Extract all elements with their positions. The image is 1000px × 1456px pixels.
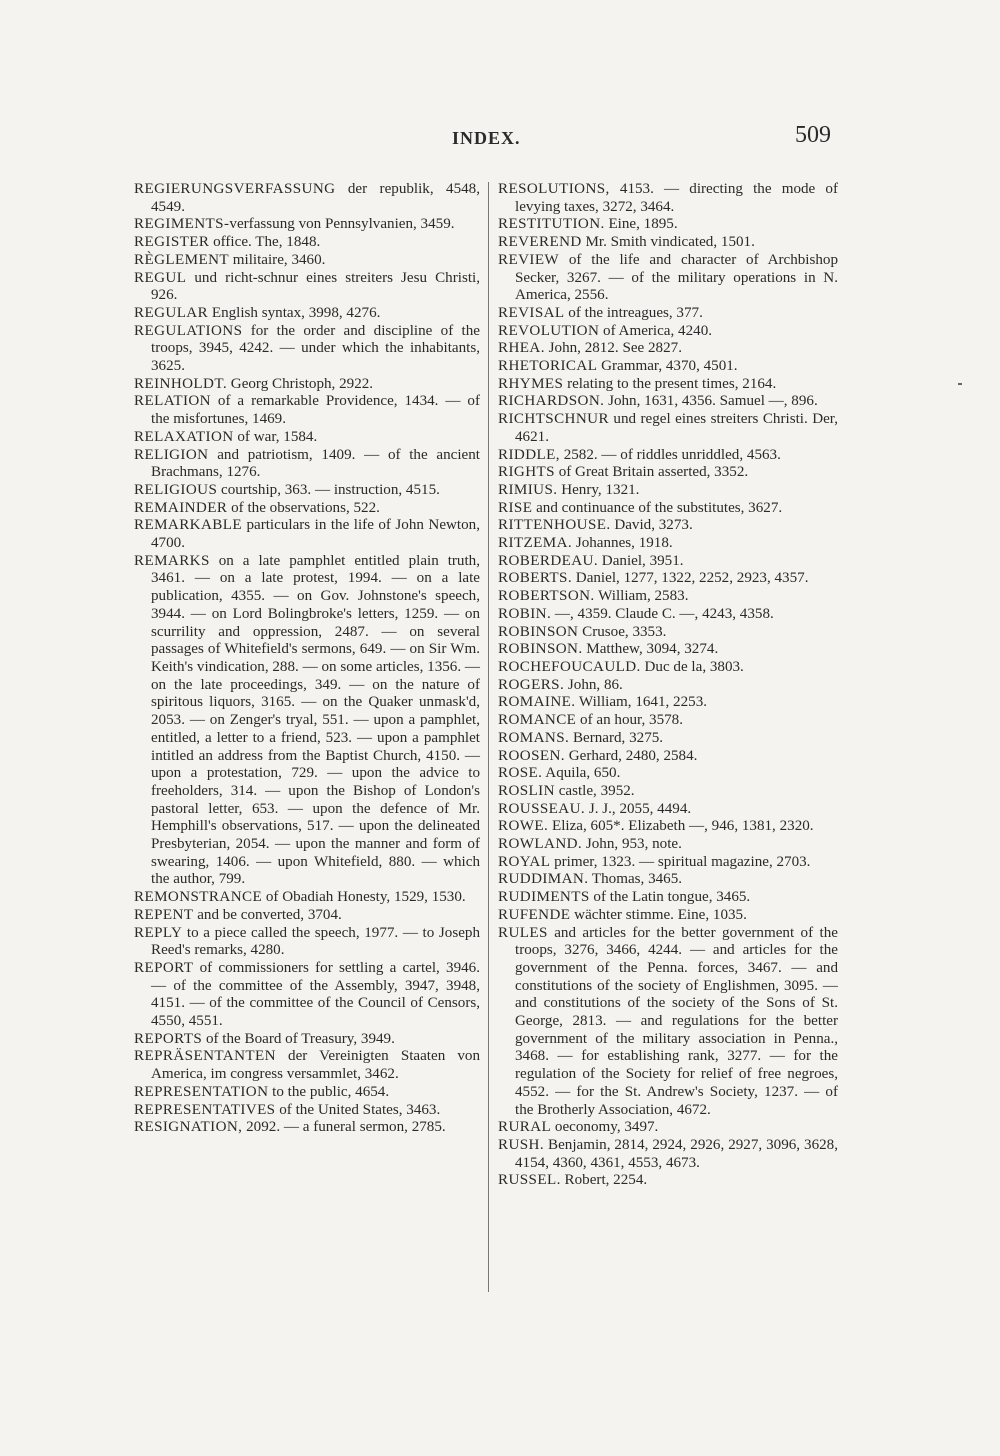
index-entry <box>498 216 838 234</box>
index-headword: REMARKABLE <box>134 517 242 534</box>
index-headword: REVIEW <box>498 251 560 268</box>
index-references: Thomas, 3465. <box>588 871 683 888</box>
index-headword: RITZEMA. <box>498 535 573 552</box>
index-headword: RIGHTS <box>498 464 555 481</box>
index-references: John, 2812. See 2827. <box>544 340 682 357</box>
index-references: of war, 1584. <box>233 428 318 445</box>
index-headword: ROCHEFOUCAULD. <box>498 658 641 675</box>
index-headword: REGISTER <box>134 234 210 251</box>
index-headword: ROGERS. <box>498 676 565 693</box>
index-references: Daniel, 1277, 1322, 2252, 2923, 4357. <box>572 570 809 587</box>
index-headword: RESOLUTIONS, <box>498 181 610 197</box>
index-references: and articles for the better government of the troops, 3276, 3466, 4244. — and articles for the government of the Penna. forces, 3467. — and constitutions of the society of Englishmen, 3095. — and constitutions of the society of the Sons of St. George, 2813. — and regulations for the better government of the military association in Penna., 3468. — for establishing rank, 3277. — for the regulation of the Society for relief of free negroes, 4552. — for the St. Andrew's Society, 1237. — of the Brotherly Association, 4672. <box>515 924 838 1118</box>
index-entry <box>498 694 838 712</box>
index-references: Robert, 2254. <box>560 1172 648 1189</box>
index-references: oeconomy, 3497. <box>551 1119 659 1136</box>
index-references: David, 3273. <box>610 517 693 534</box>
index-column-left <box>134 181 480 1137</box>
index-entry <box>134 1084 480 1102</box>
index-references: of the life and character of Archbishop Secker, 3267. — of the military operations in N. America, 2556. <box>515 251 838 304</box>
index-headword: RESTITUTION. <box>498 216 605 233</box>
index-references: Grammar, 4370, 4501. <box>597 358 738 375</box>
index-entry <box>498 659 838 677</box>
index-references: on a late pamphlet entitled plain truth, 3461. — on a late protest, 1994. — on a late publication, 4355. — on Gov. Johnstone's speech, 3944. — on Lord Bolingbroke's letters, 1259. — on scurrility and oppression, 2487. — on several passages of Whitefield's sermons, 649. — on Sir Wm. Keith's vindication, 288. — on some articles, 1356. — on the late proceedings, 349. — on the nature of spiritous liquors, 3165. — on the Quaker unmask'd, 2053. — on Zenger's tryal, 551. — upon a pamphlet, entitled, a letter to a friend, 523. — upon a pamphlet intitled an address from the Baptist Church, 4150. — upon a protestation, 729. — upon the advice to freeholders, 314. — upon the Bishop of London's pastoral letter, 653. — upon the defence of Mr. Hemphill's observations, 517. — upon the delineated Presbyterian, 2054. — upon the manner and form of swearing, 1406. — upon Whitefield, 880. — which the author, 799. <box>151 552 480 888</box>
index-references: J. J., 2055, 4494. <box>585 800 692 817</box>
index-entry <box>134 323 480 376</box>
index-entry <box>498 854 838 872</box>
index-entry <box>498 393 838 411</box>
index-entry <box>134 553 480 889</box>
index-headword: RISE <box>498 499 533 516</box>
index-headword: ROWE. <box>498 818 549 835</box>
index-references: Daniel, 3951. <box>598 552 684 569</box>
index-references: Johannes, 1918. <box>572 535 673 552</box>
index-references: Mr. Smith vindicated, 1501. <box>581 234 755 251</box>
index-entry <box>134 482 480 500</box>
index-entry <box>498 765 838 783</box>
index-entry <box>498 925 838 1120</box>
index-entry <box>134 216 480 234</box>
index-references: to the public, 4654. <box>268 1083 390 1100</box>
index-entry <box>498 323 838 341</box>
index-headword: RELATION <box>134 393 211 410</box>
index-headword: REINHOLDT. <box>134 375 228 392</box>
index-references: Georg Christoph, 2922. <box>227 375 374 392</box>
index-references: 2092. — a funeral sermon, 2785. <box>242 1119 446 1136</box>
index-references: to a piece called the speech, 1977. — to Joseph Reed's remarks, 4280. <box>151 924 480 959</box>
index-references: of America, 4240. <box>599 322 713 339</box>
index-headword: ROSLIN <box>498 782 555 799</box>
index-entry <box>498 730 838 748</box>
index-references: Matthew, 3094, 3274. <box>582 641 719 658</box>
margin-mark <box>958 383 962 385</box>
index-entry <box>498 907 838 925</box>
index-entry <box>498 606 838 624</box>
index-headword: RELIGIOUS <box>134 481 218 498</box>
index-references: particulars in the life of John Newton, 4700. <box>151 517 480 552</box>
index-entry <box>134 393 480 428</box>
index-entry <box>134 234 480 252</box>
index-entry <box>498 500 838 518</box>
index-references: —, 4359. Claude C. —, 4243, 4358. <box>551 605 774 622</box>
index-headword: ROBIN. <box>498 605 552 622</box>
index-references: castle, 3952. <box>554 782 635 799</box>
index-references: office. The, 1848. <box>209 234 321 251</box>
index-headword: REPORT <box>134 959 194 976</box>
index-references: and continuance of the substitutes, 3627. <box>532 499 783 516</box>
index-entry <box>134 1119 480 1137</box>
index-entry <box>498 570 838 588</box>
index-entry <box>134 907 480 925</box>
index-references: und regel eines streiters Christi. Der, 4621. <box>515 411 838 445</box>
index-references: Eliza, 605*. Elizabeth —, 946, 1381, 2320. <box>548 818 814 835</box>
index-headword: REGUL <box>134 269 187 286</box>
index-entry <box>498 1137 838 1172</box>
index-headword: RUSH. <box>498 1136 545 1153</box>
index-references: William, 1641, 2253. <box>575 694 708 711</box>
index-references: und richt-schnur eines streiters Jesu Christi, 926. <box>151 269 480 304</box>
index-entry <box>498 748 838 766</box>
index-references: of an hour, 3578. <box>576 712 683 729</box>
index-headword: RITTENHOUSE. <box>498 517 611 534</box>
index-headword: ROUSSEAU. <box>498 800 586 817</box>
index-references: Eine, 1895. <box>604 216 678 233</box>
index-entry <box>134 376 480 394</box>
index-entry <box>498 181 838 216</box>
index-headword: REMAINDER <box>134 499 228 516</box>
index-headword: ROBERTS. <box>498 570 573 587</box>
index-headword: REGIMENTS- <box>134 216 230 233</box>
index-entry <box>498 889 838 907</box>
index-entry <box>134 447 480 482</box>
index-entry <box>498 677 838 695</box>
index-references: Crusoe, 3353. <box>578 623 667 640</box>
index-references: Aquila, 650. <box>542 765 621 782</box>
index-references: primer, 1323. — spiritual magazine, 2703. <box>550 853 811 870</box>
index-references: Bernard, 3275. <box>569 729 664 746</box>
index-headword: ROWLAND. <box>498 836 583 853</box>
index-references: and patriotism, 1409. — of the ancient Brachmans, 1276. <box>151 446 480 481</box>
index-references: der Vereinigten Staaten von America, im congress versammlet, 3462. <box>151 1048 480 1083</box>
index-references: English syntax, 3998, 4276. <box>208 304 381 321</box>
index-entry <box>134 925 480 960</box>
index-headword: REVISAL <box>498 304 565 321</box>
index-headword: RÈGLEMENT <box>134 251 229 268</box>
index-headword: REPLY <box>134 924 183 941</box>
index-headword: ROBERDEAU. <box>498 552 599 569</box>
index-headword: ROOSEN. <box>498 747 565 764</box>
index-headword: REGULAR <box>134 304 209 321</box>
index-references: Benjamin, 2814, 2924, 2926, 2927, 3096, 3628, 4154, 4360, 4361, 4553, 4673. <box>515 1136 838 1171</box>
index-entry <box>134 305 480 323</box>
index-headword: REVOLUTION <box>498 322 600 339</box>
index-headword: RUDIMENTS <box>498 889 590 906</box>
index-entry <box>134 960 480 1031</box>
index-headword: RULES <box>498 924 548 941</box>
index-references: John, 1631, 4356. Samuel —, 896. <box>604 393 818 410</box>
index-entry <box>498 588 838 606</box>
index-entry <box>498 340 838 358</box>
index-entry <box>498 535 838 553</box>
index-entry <box>498 553 838 571</box>
index-headword: REPRESENTATION <box>134 1083 269 1100</box>
page-header <box>0 118 1000 158</box>
index-headword: RIDDLE, <box>498 446 560 463</box>
index-references: of the Latin tongue, 3465. <box>589 889 751 906</box>
index-headword: REPRÄSENTANTEN <box>134 1048 276 1065</box>
index-headword: RELAXATION <box>134 428 234 445</box>
index-entry <box>498 712 838 730</box>
index-headword: REVEREND <box>498 234 582 251</box>
index-entry <box>498 376 838 394</box>
index-headword: ROMANCE <box>498 712 577 729</box>
index-entry <box>498 641 838 659</box>
index-headword: RICHARDSON. <box>498 393 605 410</box>
index-entry <box>134 889 480 907</box>
index-entry <box>498 464 838 482</box>
index-references: Duc de la, 3803. <box>640 658 744 675</box>
index-entry <box>498 411 838 446</box>
index-headword: RIMIUS. <box>498 481 558 498</box>
running-head: INDEX. <box>452 128 521 148</box>
index-references: of the United States, 3463. <box>275 1101 441 1118</box>
index-references: courtship, 363. — instruction, 4515. <box>217 481 440 498</box>
index-entry <box>498 624 838 642</box>
index-entry <box>134 1048 480 1083</box>
index-references: militaire, 3460. <box>229 251 326 268</box>
index-references: wächter stimme. Eine, 1035. <box>570 906 747 923</box>
index-entry <box>134 517 480 552</box>
index-entry <box>498 252 838 305</box>
index-entry <box>134 1031 480 1049</box>
index-references: and be converted, 3704. <box>193 906 342 923</box>
index-references: of Obadiah Honesty, 1529, 1530. <box>262 889 466 906</box>
index-headword: REMARKS <box>134 552 210 569</box>
index-entry <box>134 181 480 216</box>
index-headword: ROBERTSON. <box>498 588 595 605</box>
index-headword: REGIERUNGSVERFASSUNG <box>134 181 336 197</box>
index-entry <box>498 305 838 323</box>
index-entry <box>134 429 480 447</box>
index-headword: ROYAL <box>498 853 551 870</box>
index-entry <box>498 818 838 836</box>
index-entry <box>134 500 480 518</box>
index-headword: RUSSEL. <box>498 1172 561 1189</box>
index-entry <box>498 836 838 854</box>
index-references: of the intreagues, 377. <box>564 304 703 321</box>
index-headword: ROSE. <box>498 765 543 782</box>
index-headword: RUFENDE <box>498 906 571 923</box>
index-headword: REPENT <box>134 906 194 923</box>
index-references: 4153. — directing the mode of levying taxes, 3272, 3464. <box>515 181 838 215</box>
page-number: 509 <box>795 122 831 148</box>
index-references: of a remarkable Providence, 1434. — of the misfortunes, 1469. <box>151 393 480 428</box>
index-entry <box>498 871 838 889</box>
index-entry <box>498 1172 838 1190</box>
index-headword: ROBINSON. <box>498 641 583 658</box>
column-divider <box>488 182 489 1292</box>
index-entry <box>498 358 838 376</box>
index-headword: RESIGNATION, <box>134 1119 243 1136</box>
index-references: 2582. — of riddles unriddled, 4563. <box>559 446 781 463</box>
index-headword: RHETORICAL <box>498 358 598 375</box>
index-entry <box>134 1102 480 1120</box>
index-entry <box>498 1119 838 1137</box>
index-references: of commissioners for settling a cartel, 3946. — of the committee of the Assembly, 3947, 3948, 4151. — of the committee of the Council of Censors, 4550, 4551. <box>151 959 480 1030</box>
index-headword: RHYMES <box>498 375 564 392</box>
index-entry <box>498 447 838 465</box>
index-entry <box>498 801 838 819</box>
index-references: der republik, 4548, 4549. <box>151 181 480 215</box>
index-references: of Great Britain asserted, 3352. <box>554 464 749 481</box>
index-headword: RURAL <box>498 1119 552 1136</box>
index-headword: RICHTSCHNUR <box>498 411 609 428</box>
index-column-right <box>498 181 838 1190</box>
index-entry <box>134 252 480 270</box>
index-references: relating to the present times, 2164. <box>563 375 777 392</box>
index-entry <box>498 234 838 252</box>
index-entry <box>134 270 480 305</box>
index-entry <box>498 517 838 535</box>
index-headword: RELIGION <box>134 446 209 463</box>
index-entry <box>498 783 838 801</box>
index-references: of the Board of Treasury, 3949. <box>202 1030 395 1047</box>
index-references: John, 953, note. <box>582 836 682 853</box>
index-references: Henry, 1321. <box>557 481 640 498</box>
index-references: of the observations, 522. <box>227 499 380 516</box>
index-headword: RHEA. <box>498 340 545 357</box>
index-references: John, 86. <box>564 676 623 693</box>
index-headword: REPRESENTATIVES <box>134 1101 276 1118</box>
index-headword: REPORTS <box>134 1030 203 1047</box>
index-headword: ROMAINE. <box>498 694 576 711</box>
index-references: verfassung von Pennsylvanien, 3459. <box>229 216 455 233</box>
index-references: William, 2583. <box>594 588 689 605</box>
index-headword: REMONSTRANCE <box>134 889 263 906</box>
index-headword: ROBINSON <box>498 623 579 640</box>
index-headword: RUDDIMAN. <box>498 871 589 888</box>
index-references: Gerhard, 2480, 2584. <box>564 747 698 764</box>
index-entry <box>498 482 838 500</box>
index-headword: REGULATIONS <box>134 322 243 339</box>
index-headword: ROMANS. <box>498 729 570 746</box>
index-references: for the order and discipline of the troops, 3945, 4242. — under which the inhabitants, 3625. <box>151 322 480 375</box>
